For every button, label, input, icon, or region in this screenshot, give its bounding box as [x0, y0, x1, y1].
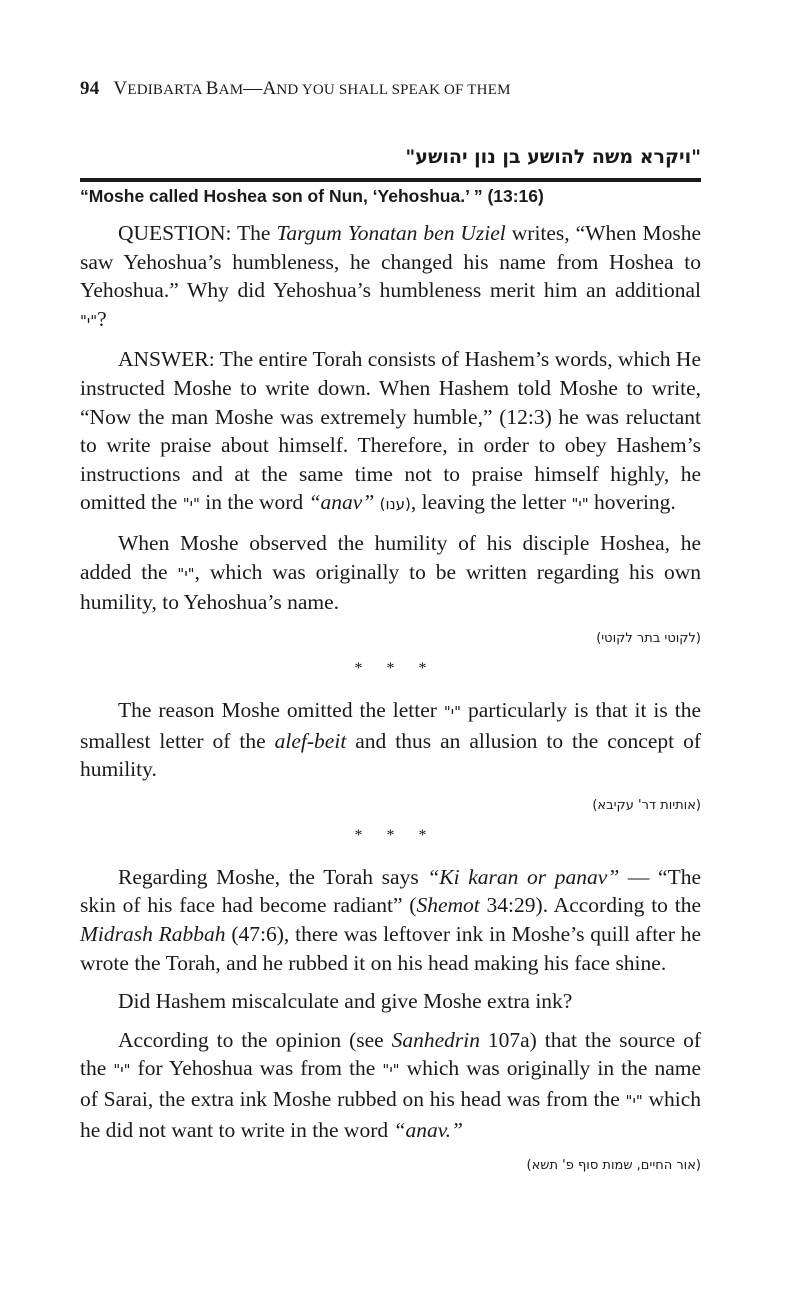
- question-paragraph: QUESTION: The Targum Yonatan ben Uziel writes, “When Moshe saw Yehoshua’s humbleness, he changed his name from Hoshea to Yehoshua.” Why did Yehoshua’s humbleness merit him an additional "י"?: [80, 221, 702, 331]
- ink-question-paragraph: Did Hashem miscalculate and give Moshe extra ink?: [118, 989, 573, 1014]
- running-title: VEDIBARTA BAM—AND YOU SHALL SPEAK OF THEM: [113, 78, 511, 99]
- page-number: 94: [80, 78, 100, 99]
- body-text: [80, 219, 701, 1183]
- source-citation: (לקוטי בתר לקוטי): [596, 630, 701, 646]
- section-separator: * * *: [354, 827, 437, 845]
- reason-paragraph: The reason Moshe omitted the letter "י" particularly is that it is the smallest letter of the alef-beit and thus an allusion to the concept of humility.: [80, 697, 701, 782]
- source-citation: (אותיות דר' עקיבא): [592, 797, 701, 813]
- source-citation: (אור החיים, שמות סוף פ' תשא): [526, 1158, 701, 1174]
- running-head: [80, 78, 511, 100]
- verse-title: “Moshe called Hoshea son of Nun, ‘Yehoshua.’ ” (13:16): [80, 186, 544, 206]
- answer-paragraph: ANSWER: The entire Torah consists of Hashem’s words, which He instructed Moshe to write down. When Hashem told Moshe to write, “Now the man Moshe was extremely humble,” (12:3) he was reluctant to write praise about himself. Therefore, in order to obey Hashem’s instructions and at the same time not to praise himself highly, he omitted the "י" in the word “anav” (ענו), leaving the letter "י" hovering.: [80, 347, 701, 515]
- hebrew-verse-title: "ויקרא משה להושע בן נון יהושע": [405, 146, 701, 168]
- humility-paragraph: When Moshe observed the humility of his disciple Hoshea, he added the "י", which was originally to be written regarding his own humility, to Yehoshua’s name.: [80, 530, 701, 615]
- title-rule: [80, 178, 701, 182]
- midrash-paragraph: Regarding Moshe, the Torah says “Ki karan or panav” — “The skin of his face had become radiant” (Shemot 34:29). According to the Midrash Rabbah (47:6), there was leftover ink in Moshe’s quill after he wrote the Torah, and he rubbed it on his head making his face shine.: [80, 864, 702, 975]
- opinion-paragraph: According to the opinion (see Sanhedrin 107a) that the source of the "י" for Yehoshua was from the "י" which was originally in the name of Sarai, the extra ink Moshe rubbed on his head was from the "י" which he did not want to write in the word “anav.”: [80, 1027, 702, 1142]
- section-separator: * * *: [354, 660, 437, 678]
